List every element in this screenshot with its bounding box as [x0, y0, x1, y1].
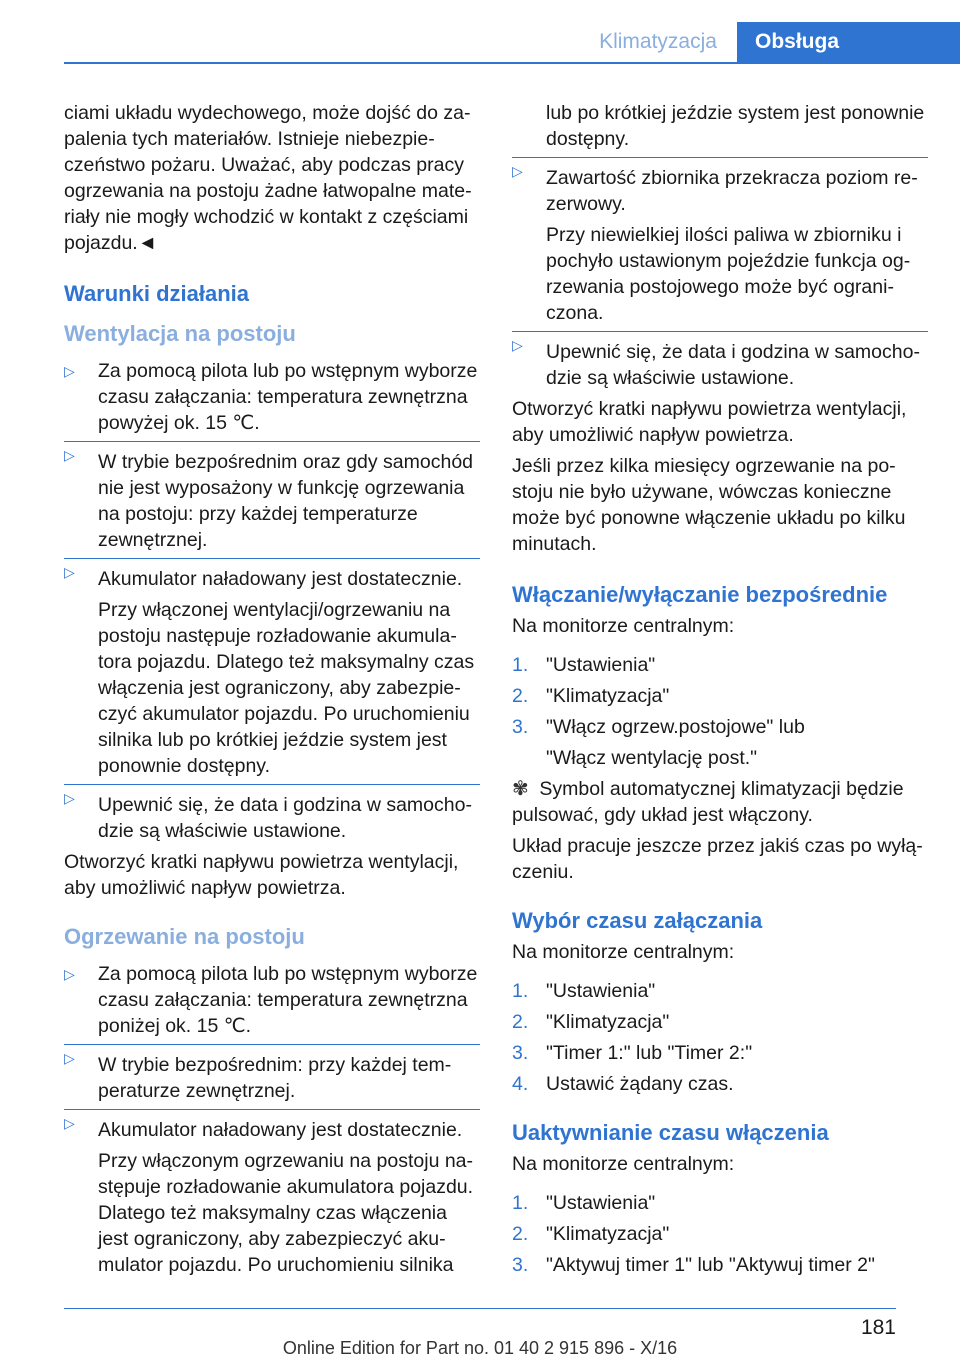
list-item: ▷ Za pomocą pilota lub po wstępnym wyborze czasu załączania: temperatura zewnętrzna poniżej ok. 15 ℃. — [64, 961, 480, 1039]
left-column — [64, 100, 480, 1283]
intro-paragraph: ciami układu wydechowego, może dojść do zapalenia tych materiałów. Istnieje niebezpieczeństwo pożaru. Uważać, aby podczas pracy ogrzewania na postoju żadne łatwopalne materiały nie mogły wchodzić w kontakt z częściami pojazdu.◄ — [64, 102, 472, 254]
heating-list — [64, 961, 480, 1278]
heating-open-note: Otworzyć kratki napływu powietrza wentylacji, aby umożliwić napływ powietrza. — [512, 398, 907, 446]
heading-ventilation: Wentylacja na postoju — [64, 321, 296, 346]
unused-note: Jeśli przez kilka miesięcy ogrzewanie na postoju nie było używane, wówczas konieczne może być ponowne włączenie układu po kilku minutach. — [512, 455, 906, 555]
list-item: ▷ Za pomocą pilota lub po wstępnym wyborze czasu załączania: temperatura zewnętrzna powyżej ok. 15 ℃. — [64, 358, 480, 436]
ventilation-list — [64, 358, 480, 844]
list-item: 4. Ustawić żądany czas. — [512, 1073, 734, 1095]
heading-conditions: Warunki działania — [64, 281, 250, 306]
heading-direct: Włączanie/wyłączanie bezpośrednie — [512, 582, 888, 607]
heading-activate-time: Uaktywnianie czasu włączenia — [512, 1120, 829, 1145]
list-item: 1. "Ustawienia" — [512, 654, 656, 676]
list-item: 2. "Klimatyzacja" — [512, 1223, 670, 1245]
page-header — [0, 22, 960, 62]
ventilation-open-note: Otworzyć kratki napływu powietrza wentylacji, aby umożliwić napływ powietrza. — [64, 851, 459, 899]
list-item: ▷ Upewnić się, że data i godzina w samochodzie są właściwie ustawione. — [512, 331, 928, 391]
select-steps — [512, 978, 928, 1097]
page-number: 181 — [860, 1316, 896, 1339]
right-column — [512, 100, 928, 1283]
heating-list-continued — [512, 157, 928, 391]
page-footer — [0, 1298, 960, 1362]
list-item: ▷ Zawartość zbiornika przekracza poziom rezerwowy. Przy niewielkiej ilości paliwa w zbiorniku i pochyło ustawionym pojeździe funkcja ogrzewania postojowego może być ograniczona. — [512, 157, 928, 326]
list-item: 1. "Ustawienia" — [512, 1192, 656, 1214]
list-item: ▷ Akumulator naładowany jest dostatecznie. Przy włączonym ogrzewaniu na postoju następuje rozładowanie akumulatora pojazdu. Dlatego też maksymalny czas włączenia jest ograniczony, aby zabezpieczyć akumulator pojazdu. Po uruchomieniu silnika — [64, 1109, 480, 1278]
symbol-note: ✾ Symbol automatycznej klimatyzacji będzie pulsować, gdy układ jest włączony. — [512, 778, 904, 826]
list-item-note: Przy włączonej wentylacji/ogrzewaniu na postoju następuje rozładowanie akumulatora pojazdu. Dlatego też maksymalny czas włączenia jest ograniczony, aby zabezpieczyć akumulator pojazdu. Po uruchomieniu silnika lub po krótkiej jeździe system jest ponownie dostępny. — [98, 599, 475, 777]
heading-heating: Ogrzewanie na postoju — [64, 924, 305, 949]
fan-icon: ✾ — [512, 778, 529, 800]
monitor-label: Na monitorze centralnym: — [512, 615, 735, 637]
list-item: 3. "Włącz ogrzew.postojowe" lub "Włącz wentylację post." — [512, 716, 805, 769]
monitor-label: Na monitorze centralnym: — [512, 941, 735, 963]
list-item: 2. "Klimatyzacja" — [512, 685, 670, 707]
list-item: ▷ W trybie bezpośrednim: przy każdej temperaturze zewnętrznej. — [64, 1044, 480, 1104]
section-title: Klimatyzacja — [599, 30, 717, 53]
monitor-label: Na monitorze centralnym: — [512, 1153, 735, 1175]
continued-text: lub po krótkiej jeździe system jest ponownie dostępny. — [546, 102, 925, 150]
header-rule — [64, 62, 960, 64]
list-item: ▷ Akumulator naładowany jest dostatecznie. Przy włączonej wentylacji/ogrzewaniu na postoju następuje rozładowanie akumulatora pojazdu. Dlatego też maksymalny czas włączenia jest ograniczony, aby zabezpieczyć akumulator pojazdu. Po uruchomieniu silnika lub po krótkiej jeździe system jest ponownie dostępny. — [64, 558, 480, 779]
list-item: 1. "Ustawienia" — [512, 980, 656, 1002]
footer-rule — [64, 1308, 896, 1309]
chapter-title: Obsługa — [737, 22, 960, 62]
list-item-note: Przy włączonym ogrzewaniu na postoju następuje rozładowanie akumulatora pojazdu. Dlatego też maksymalny czas włączenia jest ograniczony, aby zabezpieczyć akumulator pojazdu. Po uruchomieniu silnika — [98, 1150, 474, 1276]
edition-note: Online Edition for Part no. 01 40 2 915 896 - X/16 — [282, 1338, 678, 1358]
activate-steps — [512, 1190, 928, 1278]
still-running-note: Układ pracuje jeszcze przez jakiś czas po wyłączeniu. — [512, 835, 923, 883]
list-item: ▷ Upewnić się, że data i godzina w samochodzie są właściwie ustawione. — [64, 784, 480, 844]
list-item: 3. "Timer 1:" lub "Timer 2:" — [512, 1042, 753, 1064]
list-item: 3. "Aktywuj timer 1" lub "Aktywuj timer 2" — [512, 1254, 875, 1276]
list-item: 2. "Klimatyzacja" — [512, 1011, 670, 1033]
list-item-note: Przy niewielkiej ilości paliwa w zbiorniku i pochyło ustawionym pojeździe funkcja ogrzewania postojowego może być ograniczona. — [546, 224, 911, 324]
direct-steps — [512, 652, 928, 771]
heading-select-time: Wybór czasu załączania — [512, 908, 763, 933]
list-item: ▷ W trybie bezpośrednim oraz gdy samochód nie jest wyposażony w funkcję ogrzewania na postoju: przy każdej temperaturze zewnętrznej. — [64, 441, 480, 553]
